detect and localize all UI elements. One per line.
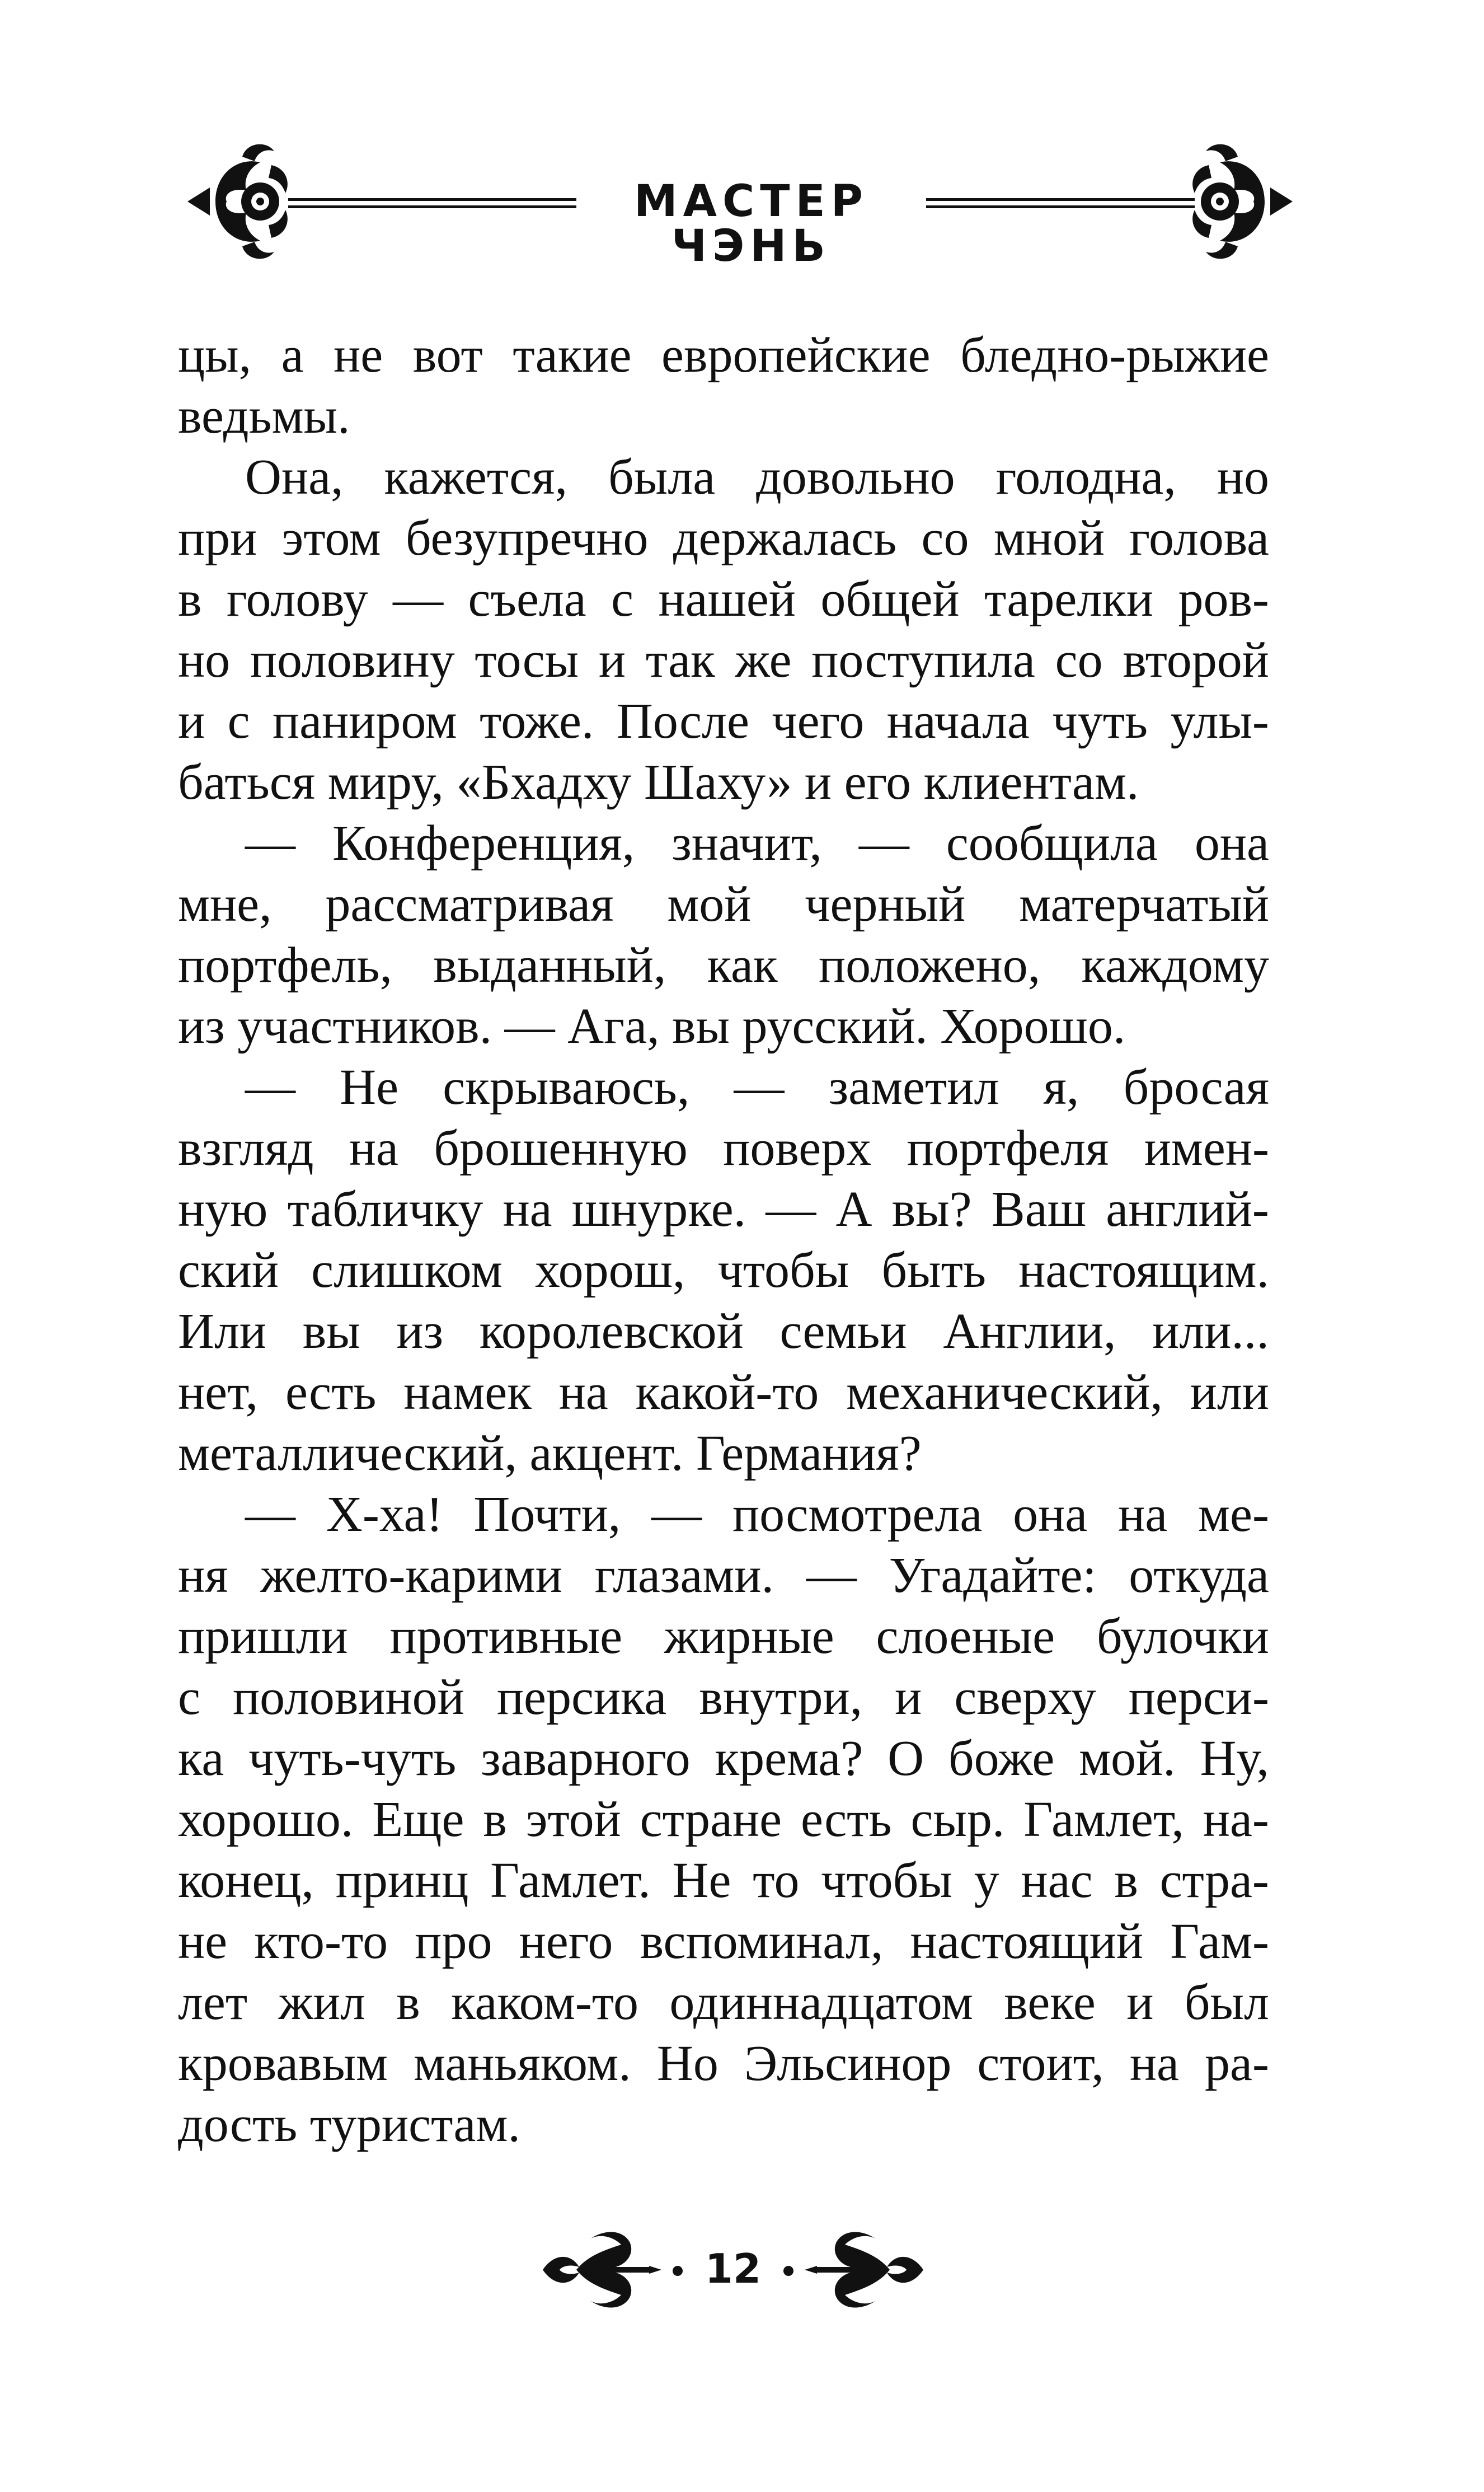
text-line: с половиной персика внутри, и сверху перси- <box>178 1670 1269 1725</box>
text-line: ка чуть-чуть заварного крема? О боже мой. Ну, <box>178 1731 1269 1786</box>
text-line: дость туристам. <box>178 2097 520 2152</box>
text-line: пришли противные жирные слоеные булочки <box>178 1609 1269 1664</box>
right-footer-fleuron-icon <box>800 2222 929 2317</box>
text-line: портфель, выданный, как положено, каждому <box>178 938 1269 993</box>
text-line: не кто-то про него вспоминал, настоящий Гам- <box>178 1914 1269 1969</box>
text-line: в голову — съела с нашей общей тарелки ров- <box>178 572 1269 627</box>
text-line: ную табличку на шнурке. — А вы? Ваш англий- <box>178 1182 1269 1237</box>
text-line: и с паниром тоже. После чего начала чуть улы- <box>178 694 1269 749</box>
text-line: ведьмы. <box>178 388 350 444</box>
text-line: — Х-ха! Почти, — посмотрела она на ме- <box>245 1487 1269 1542</box>
text-line: из участников. — Ага, вы русский. Хорошо. <box>178 999 1126 1054</box>
running-head-author: МАСТЕР ЧЭНЬ <box>634 176 868 271</box>
text-line: хорошо. Еще в этой стране есть сыр. Гамлет, на- <box>178 1792 1269 1847</box>
footer-dot-left <box>673 2266 683 2276</box>
right-header-ornament-icon <box>1186 140 1304 263</box>
text-line: ня желто-карими глазами. — Угадайте: откуда <box>178 1548 1269 1603</box>
text-line: мне, рассматривая мой черный матерчатый <box>178 877 1269 932</box>
text-line: лет жил в каком-то одиннадцатом веке и был <box>178 1975 1269 2030</box>
text-line: ский слишком хорош, чтобы быть настоящим. <box>178 1243 1269 1298</box>
footer-dot-right <box>783 2266 793 2276</box>
left-footer-fleuron-icon <box>537 2222 666 2317</box>
header-rule-left <box>288 198 576 201</box>
left-header-ornament-icon <box>176 140 294 263</box>
body-text <box>178 325 1269 2155</box>
text-line: конец, принц Гамлет. Не то чтобы у нас в стра- <box>178 1853 1269 1908</box>
text-line: баться миру, «Бхадху Шаху» и его клиентам. <box>178 755 1139 810</box>
text-line: металлический, акцент. Германия? <box>178 1426 922 1481</box>
text-line: нет, есть намек на какой-то механический, или <box>178 1365 1269 1420</box>
text-line: Она, кажется, была довольно голодна, но <box>245 449 1269 505</box>
text-line: взгляд на брошенную поверх портфеля имен- <box>178 1121 1269 1176</box>
text-line: — Конференция, значит, — сообщила она <box>245 816 1269 871</box>
page-header <box>176 140 1304 271</box>
text-line: — Не скрываюсь, — заметил я, бросая <box>245 1060 1269 1115</box>
text-line: кровавым маньяком. Но Эльсинор стоит, на ра- <box>178 2036 1269 2091</box>
header-rule-right <box>926 198 1195 201</box>
text-line: цы, а не вот такие европейские бледно-рыжие <box>178 327 1269 383</box>
text-line: но половину тосы и так же поступила со второй <box>178 633 1269 688</box>
page-number: 12 <box>705 2245 762 2292</box>
text-line: Или вы из королевской семьи Англии, или... <box>178 1304 1269 1359</box>
text-line: при этом безупречно держалась со мной голова <box>178 510 1269 566</box>
page-footer <box>537 2217 929 2329</box>
